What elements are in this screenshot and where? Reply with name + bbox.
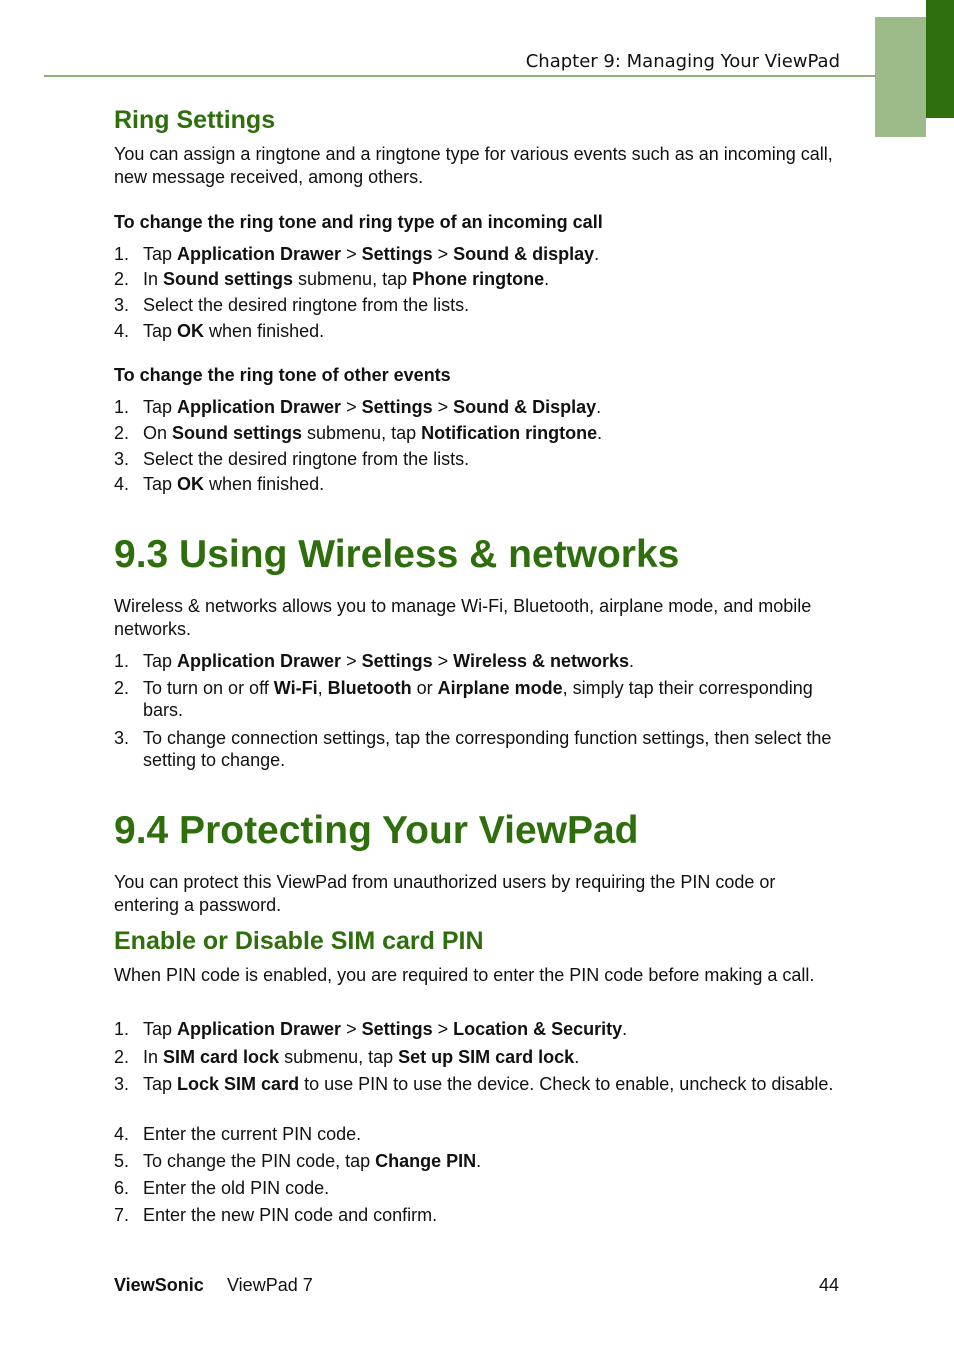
list-item-number: 6. bbox=[114, 1178, 130, 1198]
text-run: Tap bbox=[143, 321, 178, 341]
list-item-text bbox=[143, 1073, 840, 1095]
list-item-text bbox=[143, 473, 840, 495]
text-run: Select the desired ringtone from the lists. bbox=[143, 295, 470, 315]
sim-intro: When PIN code is enabled, you are required to enter the PIN code before making a call. bbox=[114, 965, 815, 985]
list-item-number: 1. bbox=[114, 244, 130, 264]
bold-term: Wireless & networks bbox=[453, 651, 630, 671]
text-run: , simply tap their corresponding bars. bbox=[143, 678, 813, 720]
list-item-text bbox=[143, 650, 840, 672]
list-item bbox=[114, 1046, 840, 1068]
text-run: Tap bbox=[143, 244, 178, 264]
list-item bbox=[114, 1073, 840, 1095]
other-events-heading: To change the ring tone of other events bbox=[114, 365, 451, 385]
text-run: Tap bbox=[143, 474, 178, 494]
text-run: . bbox=[594, 244, 600, 264]
bold-term: Sound & Display bbox=[453, 397, 597, 417]
bold-term: Settings bbox=[361, 651, 433, 671]
text-run: > bbox=[341, 244, 362, 264]
text-run: Enter the new PIN code and confirm. bbox=[143, 1205, 438, 1225]
list-item-text bbox=[143, 320, 840, 342]
bold-term: Change PIN bbox=[375, 1151, 477, 1171]
text-run: > bbox=[432, 651, 454, 671]
list-item bbox=[114, 1204, 840, 1226]
text-run: To turn on or off bbox=[143, 678, 274, 698]
bold-term: Location & Security bbox=[453, 1019, 623, 1039]
text-run: submenu, tap bbox=[293, 269, 413, 289]
list-item-number: 1. bbox=[114, 397, 130, 417]
bold-term: Application Drawer bbox=[177, 397, 342, 417]
list-item bbox=[114, 473, 840, 495]
list-item-text bbox=[143, 243, 840, 265]
bold-term: Wi-Fi bbox=[273, 678, 318, 698]
list-item bbox=[114, 243, 840, 265]
bold-term: Sound & display bbox=[453, 244, 595, 264]
list-item bbox=[114, 294, 840, 316]
text-run: Tap bbox=[143, 651, 178, 671]
wireless-intro: Wireless & networks allows you to manage Wi-Fi, Bluetooth, airplane mode, and mobile networks. bbox=[114, 596, 812, 639]
list-item bbox=[114, 1018, 840, 1040]
list-item bbox=[114, 1123, 840, 1145]
text-run: > bbox=[432, 1019, 454, 1039]
text-run: Tap bbox=[143, 397, 178, 417]
bold-term: Airplane mode bbox=[437, 678, 563, 698]
chapter-tab-dark bbox=[926, 0, 954, 118]
list-item-text bbox=[143, 727, 840, 771]
text-run: Select the desired ringtone from the lists. bbox=[143, 449, 470, 469]
list-item-number: 3. bbox=[114, 449, 130, 469]
section-title-wireless: 9.3 Using Wireless & networks bbox=[114, 533, 680, 576]
list-item bbox=[114, 422, 840, 444]
text-run: Enter the current PIN code. bbox=[143, 1124, 362, 1144]
list-item-number: 2. bbox=[114, 269, 130, 289]
text-run: when finished. bbox=[204, 474, 325, 494]
list-item-number: 4. bbox=[114, 1124, 130, 1144]
text-run: . bbox=[596, 397, 602, 417]
bold-term: Settings bbox=[361, 397, 433, 417]
header-divider bbox=[44, 75, 876, 77]
list-item-text bbox=[143, 1150, 840, 1172]
text-run: . bbox=[476, 1151, 482, 1171]
text-run: submenu, tap bbox=[302, 423, 422, 443]
text-run: In bbox=[143, 1047, 164, 1067]
text-run: to use PIN to use the device. Check to enable, uncheck to disable. bbox=[299, 1074, 834, 1094]
text-run: . bbox=[544, 269, 550, 289]
text-run: Enter the old PIN code. bbox=[143, 1178, 330, 1198]
list-item-number: 4. bbox=[114, 474, 130, 494]
bold-term: Bluetooth bbox=[327, 678, 412, 698]
text-run: > bbox=[341, 1019, 362, 1039]
text-run: Tap bbox=[143, 1019, 178, 1039]
text-run: > bbox=[341, 397, 362, 417]
text-run: In bbox=[143, 269, 164, 289]
list-item bbox=[114, 677, 840, 721]
footer-model: ViewPad 7 bbox=[227, 1275, 313, 1295]
list-item bbox=[114, 1150, 840, 1172]
list-item-number: 4. bbox=[114, 321, 130, 341]
list-item-number: 3. bbox=[114, 728, 130, 748]
list-item-text bbox=[143, 1123, 840, 1145]
bold-term: Set up SIM card lock bbox=[398, 1047, 575, 1067]
text-run: when finished. bbox=[204, 321, 325, 341]
bold-term: Application Drawer bbox=[177, 1019, 342, 1039]
text-run: To change the PIN code, tap bbox=[143, 1151, 376, 1171]
list-item-number: 7. bbox=[114, 1205, 130, 1225]
list-item bbox=[114, 1177, 840, 1199]
bold-term: Phone ringtone bbox=[412, 269, 545, 289]
chapter-tab-light bbox=[875, 17, 926, 137]
text-run: > bbox=[432, 244, 454, 264]
list-item-text bbox=[143, 448, 840, 470]
section-title-protecting: 9.4 Protecting Your ViewPad bbox=[114, 809, 639, 852]
text-run: > bbox=[341, 651, 362, 671]
list-item-text bbox=[143, 1018, 840, 1040]
list-item-number: 3. bbox=[114, 1074, 130, 1094]
text-run: , bbox=[317, 678, 328, 698]
list-item-text bbox=[143, 1204, 840, 1226]
list-item-text bbox=[143, 1177, 840, 1199]
footer-brand: ViewSonic bbox=[114, 1275, 204, 1295]
text-run: Tap bbox=[143, 1074, 178, 1094]
list-item bbox=[114, 448, 840, 470]
text-run: . bbox=[622, 1019, 628, 1039]
text-run: . bbox=[629, 651, 635, 671]
bold-term: Sound settings bbox=[172, 423, 303, 443]
list-item-text bbox=[143, 268, 840, 290]
bold-term: OK bbox=[177, 474, 205, 494]
list-item-number: 5. bbox=[114, 1151, 130, 1171]
bold-term: Application Drawer bbox=[177, 244, 342, 264]
text-run: . bbox=[597, 423, 603, 443]
list-item-text bbox=[143, 677, 840, 721]
bold-term: Sound settings bbox=[163, 269, 294, 289]
list-item-text bbox=[143, 1046, 840, 1068]
page-number: 44 bbox=[818, 1275, 839, 1295]
list-item bbox=[114, 727, 840, 771]
list-item bbox=[114, 650, 840, 672]
list-item-number: 3. bbox=[114, 295, 130, 315]
list-item-number: 1. bbox=[114, 651, 130, 671]
bold-term: SIM card lock bbox=[163, 1047, 280, 1067]
text-run: To change connection settings, tap the corresponding function settings, then select the setting to change. bbox=[143, 728, 832, 770]
list-item-number: 2. bbox=[114, 423, 130, 443]
list-item-number: 1. bbox=[114, 1019, 130, 1039]
list-item-text bbox=[143, 422, 840, 444]
incoming-call-heading: To change the ring tone and ring type of an incoming call bbox=[114, 212, 603, 232]
list-item-number: 2. bbox=[114, 678, 130, 698]
bold-term: Lock SIM card bbox=[177, 1074, 300, 1094]
text-run: submenu, tap bbox=[279, 1047, 399, 1067]
bold-term: Settings bbox=[361, 1019, 433, 1039]
text-run: On bbox=[143, 423, 173, 443]
protect-intro: You can protect this ViewPad from unauthorized users by requiring the PIN code or entering a password. bbox=[114, 872, 776, 915]
text-run: > bbox=[432, 397, 454, 417]
list-item-text bbox=[143, 294, 840, 316]
text-run: or bbox=[411, 678, 438, 698]
bold-term: Settings bbox=[361, 244, 433, 264]
ring-intro: You can assign a ringtone and a ringtone type for various events such as an incoming call, new message received, among others. bbox=[114, 144, 833, 187]
section-title-ring-settings: Ring Settings bbox=[114, 106, 276, 134]
list-item bbox=[114, 268, 840, 290]
section-title-sim-pin: Enable or Disable SIM card PIN bbox=[114, 927, 484, 955]
list-item-number: 2. bbox=[114, 1047, 130, 1067]
bold-term: Notification ringtone bbox=[421, 423, 598, 443]
list-item bbox=[114, 320, 840, 342]
chapter-header: Chapter 9: Managing Your ViewPad bbox=[525, 51, 840, 72]
bold-term: Application Drawer bbox=[177, 651, 342, 671]
list-item-text bbox=[143, 396, 840, 418]
list-item bbox=[114, 396, 840, 418]
bold-term: OK bbox=[177, 321, 205, 341]
text-run: . bbox=[574, 1047, 580, 1067]
